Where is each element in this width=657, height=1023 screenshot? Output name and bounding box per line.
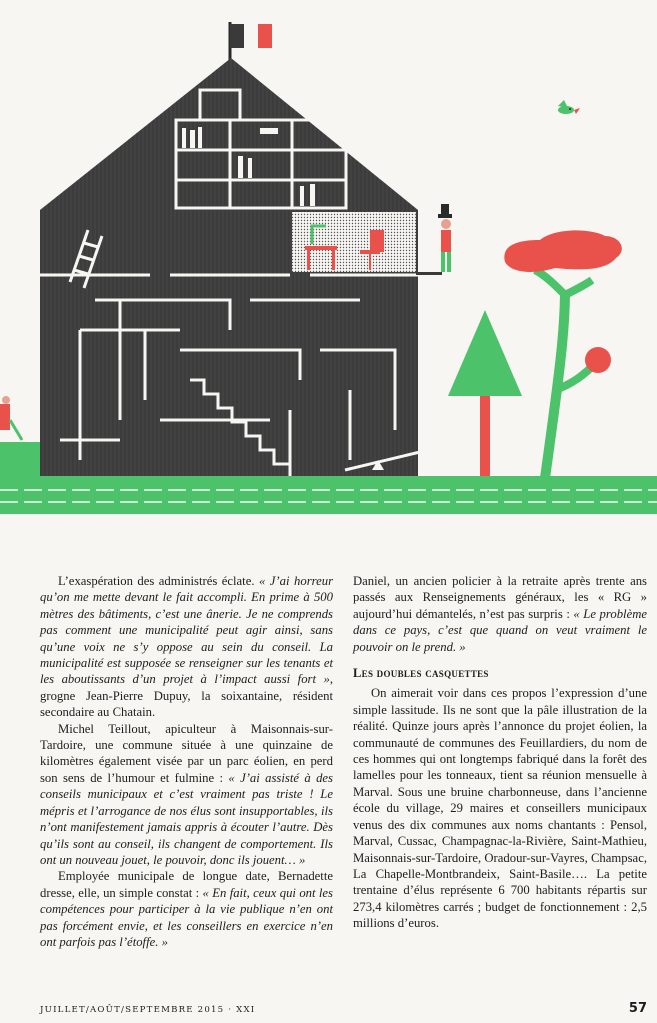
person-climbing: [0, 396, 40, 478]
text-run: L’exaspération des administrés éclate.: [58, 574, 259, 588]
paragraph: [353, 573, 647, 655]
page-footer: [40, 1001, 647, 1018]
quote: « J’ai horreur qu’on me mette devant le fait accompli. En prime à 500 mètres des bâtiments, c’est une ânerie. Je ne comprends pas comment une municipalité peut agir ainsi, sans qu’une voix ne s’y oppose au sein du conseil. La municipalité est supposée se renseigner sur les tenants et les aboutissants d’un projet à l’impact aussi fort »: [40, 574, 334, 687]
article-column-left: [40, 573, 333, 950]
article-column-right: [353, 573, 647, 932]
quote: « En fait, ceux qui ont les compétences pour participer à la vie publique n’en ont pas forcément envie, et les conseillers en exercice n’en ont parfois pas l’étoffe. »: [40, 885, 333, 949]
text-run: Daniel, un ancien policier à la retraite après trente ans passés aux Renseignements généraux, les « RG » aujourd’hui démantelés, n’est pas surpris :: [353, 574, 647, 621]
paragraph: [40, 868, 333, 950]
text-run: , grogne Jean-Pierre Dupuy, la soixantaine, résident secondaire au Chatain.: [40, 672, 333, 720]
man-in-top-hat: [438, 204, 452, 272]
bird-icon: [558, 100, 580, 114]
quote: « Le problème dans ce pays, c’est que quand on veut vraiment le pouvoir on le prend. »: [353, 606, 647, 654]
grass-ground: [0, 476, 657, 514]
text-run: Michel Teillout, apiculteur à Maisonnais-sur-Tardoire, une commune située à une quinzaine de kilomètres également visée par un parc éolien, en perd son sens de l’humour et fulmine :: [40, 721, 333, 785]
text-run: Employée municipale de longue date, Bernadette dresse, elle, un simple constat :: [40, 869, 333, 900]
paragraph: [40, 721, 333, 869]
fir-tree: [448, 310, 522, 478]
issue-label: JUILLET/AOÛT/SEPTEMBRE 2015 · XXI: [40, 1005, 256, 1015]
quote: « J’ai assisté à des conseils municipaux et c’est vraiment pas triste ! Le mépris et l’arrogance de nos élus sont insupportables, ils n’ont manifestement jamais appris à écouter l’autre. Dès qu’ils sont au conseil, ils changent de comportement. Ils ont un nouveau jouet, le pouvoir, donc ils jouent… »: [40, 770, 333, 867]
section-heading: Les doubles casquettes: [353, 666, 489, 681]
paragraph: On aimerait voir dans ces propos l’expression d’une simple lassitude. Ils ne sont que la pâle illustration de la réalité. Quinze jours après l’annonce du projet éolien, la communauté de communes des Feuillardiers, du nom de ces hommes qui ont longtemps fabriqué dans la forêt des lamelles pour les tonneaux, tient sa réunion mensuelle à Marval. Sous une bruine charbonneuse, dans l’ancienne école du village, 29 maires et conseillers municipaux venus des dix communes aux noms chantants : Pensol, Marval, Cussac, Champagnac-la-Rivière, Saint-Mathieu, Maisonnais-sur-Tardoire, Oradour-sur-Vayres, Champsac, La Chapelle-Montbrandeix, Saint-Basile…. La petite trentaine d’élus représente 6 700 habitants répartis sur 273,4 kilomètres carrés ; budget de fonctionnement : 2,5 millions d’euros.: [353, 686, 647, 931]
cloud-tree: [504, 230, 621, 478]
paragraph: [40, 573, 333, 721]
page-number: 57: [628, 1001, 647, 1016]
